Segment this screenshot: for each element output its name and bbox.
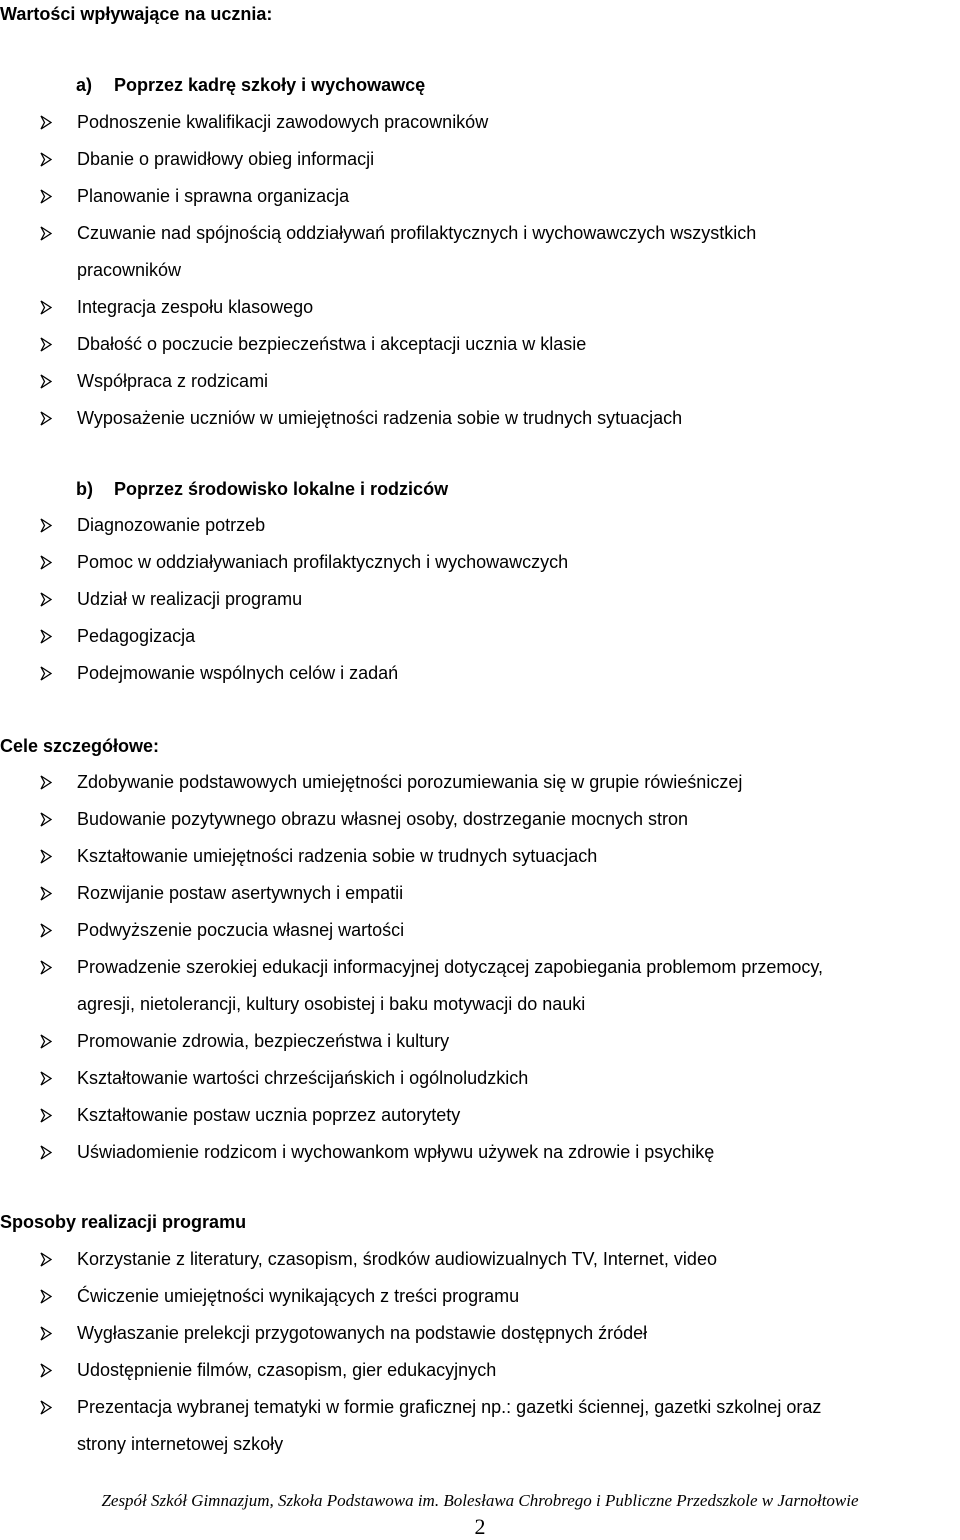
arrowhead-bullet-icon (40, 1071, 52, 1086)
arrowhead-bullet-icon (40, 1252, 52, 1267)
list-item (0, 618, 960, 655)
arrowhead-bullet-icon (40, 666, 52, 681)
list-item-text: Integracja zespołu klasowego (77, 297, 314, 317)
list-item-text: Współpraca z rodzicami (77, 371, 269, 391)
list-item-text: Kształtowanie postaw ucznia poprzez autorytety (77, 1105, 461, 1125)
list-item (0, 655, 960, 692)
page-title: Wartości wpływające na ucznia: (0, 4, 273, 24)
list-item (0, 400, 960, 437)
list-item-text: Prezentacja wybranej tematyki w formie graficznej np.: gazetki ściennej, gazetki szkolnej oraz (77, 1397, 822, 1417)
list-item-text: Rozwijanie postaw asertywnych i empatii (77, 883, 404, 903)
list-item (0, 1278, 960, 1315)
section-a-marker: a) (76, 75, 93, 95)
list-item (0, 912, 960, 949)
arrowhead-bullet-icon (40, 629, 52, 644)
methods-heading: Sposoby realizacji programu (0, 1212, 247, 1232)
arrowhead-bullet-icon (40, 923, 52, 938)
list-item (0, 141, 960, 178)
arrowhead-bullet-icon (40, 300, 52, 315)
list-item-text: agresji, nietolerancji, kultury osobistej i baku motywacji do nauki (77, 994, 586, 1014)
list-item (0, 215, 960, 252)
arrowhead-bullet-icon (40, 1034, 52, 1049)
arrowhead-bullet-icon (40, 1326, 52, 1341)
arrowhead-bullet-icon (40, 1145, 52, 1160)
list-item-text: Diagnozowanie potrzeb (77, 515, 266, 535)
list-item (0, 1352, 960, 1389)
list-item-text: Podejmowanie wspólnych celów i zadań (77, 663, 399, 683)
section-a-heading-text: Poprzez kadrę szkoły i wychowawcę (114, 75, 426, 95)
list-item-text: Uświadomienie rodzicom i wychowankom wpływu używek na zdrowie i psychikę (77, 1142, 715, 1162)
arrowhead-bullet-icon (40, 849, 52, 864)
section-b-heading (76, 477, 448, 501)
section-b-marker: b) (76, 479, 93, 499)
arrowhead-bullet-icon (40, 886, 52, 901)
arrowhead-bullet-icon (40, 960, 52, 975)
list-item-text: Dbanie o prawidłowy obieg informacji (77, 149, 375, 169)
list-item (0, 252, 960, 289)
arrowhead-bullet-icon (40, 411, 52, 426)
list-item-text: Ćwiczenie umiejętności wynikających z treści programu (77, 1286, 520, 1306)
arrowhead-bullet-icon (40, 374, 52, 389)
goals-list (0, 764, 960, 1171)
methods-list (0, 1241, 960, 1463)
list-item-text: Czuwanie nad spójnością oddziaływań profilaktycznych i wychowawczych wszystkich (77, 223, 757, 243)
arrowhead-bullet-icon (40, 226, 52, 241)
list-item-text: Korzystanie z literatury, czasopism, środków audiowizualnych TV, Internet, video (77, 1249, 717, 1269)
list-item (0, 544, 960, 581)
list-item (0, 1134, 960, 1171)
arrowhead-bullet-icon (40, 337, 52, 352)
arrowhead-bullet-icon (40, 152, 52, 167)
list-item-text: Kształtowanie umiejętności radzenia sobie w trudnych sytuacjach (77, 846, 598, 866)
list-item (0, 875, 960, 912)
section-a-heading (76, 73, 425, 97)
arrowhead-bullet-icon (40, 775, 52, 790)
list-item-text: Wygłaszanie prelekcji przygotowanych na podstawie dostępnych źródeł (77, 1323, 648, 1343)
list-item-text: Wyposażenie uczniów w umiejętności radzenia sobie w trudnych sytuacjach (77, 408, 683, 428)
page-footer: Zespół Szkół Gimnazjum, Szkoła Podstawowa im. Bolesława Chrobrego i Publiczne Przedszkole w Jarnołtowie (101, 1491, 859, 1510)
list-item (0, 507, 960, 544)
section-b-heading-text: Poprzez środowisko lokalne i rodziców (114, 479, 449, 499)
list-item-text: Pomoc w oddziaływaniach profilaktycznych i wychowawczych (77, 552, 569, 572)
arrowhead-bullet-icon (40, 115, 52, 130)
list-item (0, 1023, 960, 1060)
list-item-text: Kształtowanie wartości chrześcijańskich i ogólnoludzkich (77, 1068, 529, 1088)
list-item (0, 326, 960, 363)
list-item-text: Planowanie i sprawna organizacja (77, 186, 350, 206)
list-item (0, 764, 960, 801)
arrowhead-bullet-icon (40, 555, 52, 570)
list-item-text: Pedagogizacja (77, 626, 196, 646)
list-item (0, 1241, 960, 1278)
list-item-text: Dbałość o poczucie bezpieczeństwa i akceptacji ucznia w klasie (77, 334, 587, 354)
arrowhead-bullet-icon (40, 518, 52, 533)
list-item (0, 289, 960, 326)
arrowhead-bullet-icon (40, 189, 52, 204)
list-item-text: strony internetowej szkoły (77, 1434, 284, 1454)
list-item (0, 1315, 960, 1352)
list-item-text: Prowadzenie szerokiej edukacji informacyjnej dotyczącej zapobiegania problemom przemocy, (77, 957, 824, 977)
list-item-text: Podwyższenie poczucia własnej wartości (77, 920, 405, 940)
list-item-text: Budowanie pozytywnego obrazu własnej osoby, dostrzeganie mocnych stron (77, 809, 689, 829)
list-item-text: Zdobywanie podstawowych umiejętności porozumiewania się w grupie rówieśniczej (77, 772, 743, 792)
list-item-text: Podnoszenie kwalifikacji zawodowych pracowników (77, 112, 489, 132)
arrowhead-bullet-icon (40, 1363, 52, 1378)
goals-heading: Cele szczegółowe: (0, 736, 160, 756)
list-item (0, 986, 960, 1023)
section-a-list (0, 104, 960, 437)
arrowhead-bullet-icon (40, 592, 52, 607)
section-b-list (0, 507, 960, 692)
arrowhead-bullet-icon (40, 1400, 52, 1415)
list-item-text: Promowanie zdrowia, bezpieczeństwa i kultury (77, 1031, 450, 1051)
list-item (0, 363, 960, 400)
arrowhead-bullet-icon (40, 1108, 52, 1123)
list-item-text: Udostępnienie filmów, czasopism, gier edukacyjnych (77, 1360, 497, 1380)
list-item (0, 838, 960, 875)
list-item (0, 104, 960, 141)
list-item (0, 801, 960, 838)
page-number: 2 (474, 1514, 486, 1539)
list-item (0, 1389, 960, 1426)
list-item (0, 949, 960, 986)
list-item (0, 1097, 960, 1134)
arrowhead-bullet-icon (40, 1289, 52, 1304)
arrowhead-bullet-icon (40, 812, 52, 827)
list-item-text: Udział w realizacji programu (77, 589, 303, 609)
list-item (0, 178, 960, 215)
list-item (0, 1060, 960, 1097)
list-item (0, 581, 960, 618)
list-item (0, 1426, 960, 1463)
list-item-text: pracowników (77, 260, 182, 280)
